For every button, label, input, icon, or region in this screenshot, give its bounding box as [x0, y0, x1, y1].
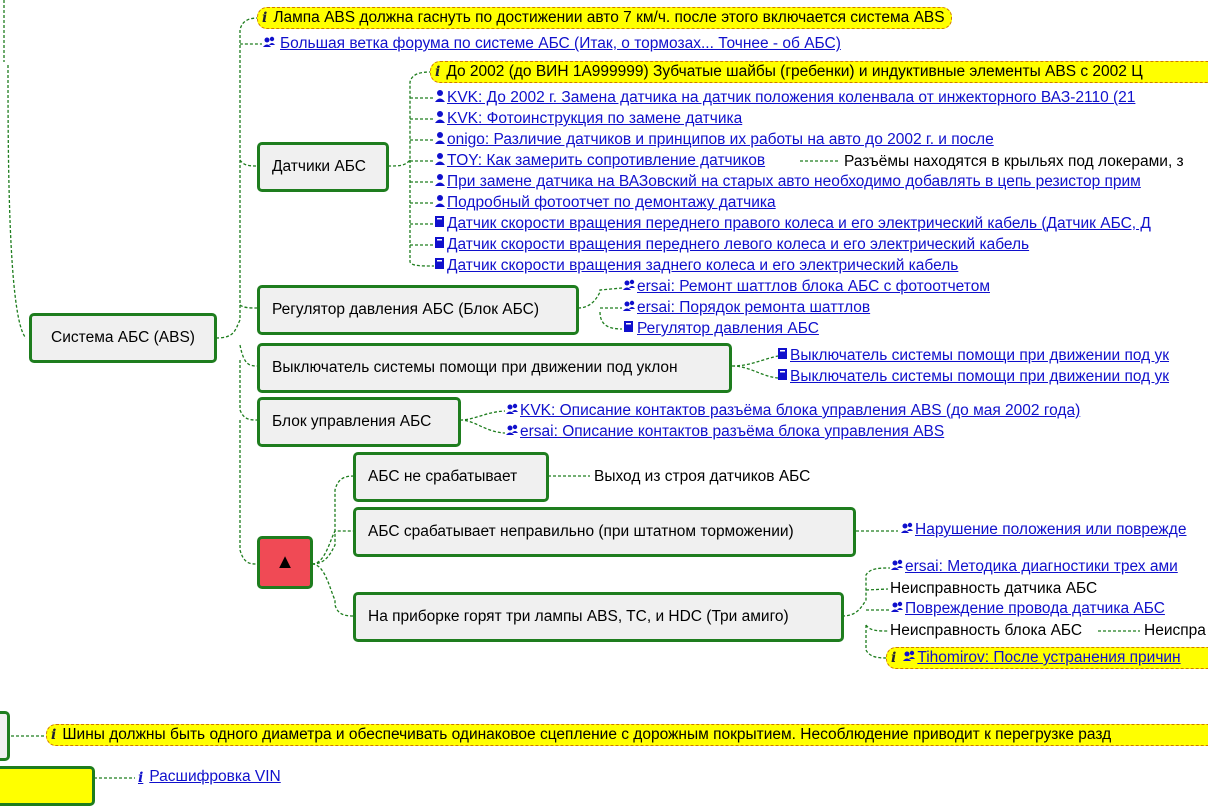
link-sensor-0-text: KVK: До 2002 г. Замена датчика на датчик положения коленвала от инжекторного ВАЗ-2110 (21: [447, 89, 1136, 106]
warning-icon: ▲: [275, 551, 295, 573]
info-icon: i: [138, 770, 144, 786]
note-tires[interactable]: [46, 724, 1208, 746]
user-icon: [434, 131, 447, 149]
book-icon: [434, 236, 447, 254]
link-wrong-text: Нарушение положения или поврежде: [915, 521, 1187, 538]
node-sensors[interactable]: [257, 142, 389, 192]
link-sensor-6-text: Датчик скорости вращения переднего правого колеса и его электрический кабель (Датчик АБС, Д: [447, 215, 1151, 232]
users-icon: [505, 423, 520, 441]
link-switch-0[interactable]: [777, 347, 1169, 365]
info-icon: i: [262, 10, 268, 26]
link-sensor-2-text: onigo: Различие датчиков и принципов их работы на авто до 2002 г. и после: [447, 131, 994, 148]
users-icon: [505, 402, 520, 420]
node-ecu-label: Блок управления АБС: [272, 413, 432, 430]
link-three-method-text: ersai: Методика диагностики трех ами: [905, 558, 1178, 575]
node-abs-system-label: Система АБС (ABS): [51, 329, 195, 346]
user-icon: [434, 194, 447, 212]
text-sensor-fault: Неисправность датчика АБС: [890, 580, 1098, 597]
users-icon: [262, 35, 276, 53]
book-icon: [434, 215, 447, 233]
link-sensor-0[interactable]: [434, 89, 1135, 107]
link-vin-text: Расшифровка VIN: [149, 768, 281, 785]
link-sensor-1[interactable]: [434, 110, 742, 128]
link-tihomirov-text: Tihomirov: После устранения причин: [917, 649, 1181, 666]
node-abs-system[interactable]: [29, 313, 217, 363]
link-regulator-2[interactable]: [622, 320, 819, 338]
link-ecu-0-text: KVK: Описание контактов разъёма блока управления ABS (до мая 2002 года): [520, 402, 1081, 419]
node-switch[interactable]: [257, 343, 732, 393]
user-icon: [434, 173, 447, 191]
link-vin[interactable]: [138, 768, 281, 786]
link-forum-text: Большая ветка форума по системе АБС (Итак, о тормозах... Точнее - об АБС): [280, 35, 841, 52]
text-ecu-fault: Неисправность блока АБС: [890, 622, 1083, 639]
node-ecu[interactable]: [257, 397, 461, 447]
note-gears[interactable]: [430, 61, 1208, 83]
link-sensor-2[interactable]: [434, 131, 994, 149]
link-sensor-5-text: Подробный фотоотчет по демонтажу датчика: [447, 194, 776, 211]
text-ecu-fault-more: Неиспра: [1144, 622, 1206, 639]
text-no-work-cause: Выход из строя датчиков АБС: [594, 468, 811, 485]
node-no-work[interactable]: [353, 452, 549, 502]
info-icon: i: [435, 64, 441, 80]
users-icon: [622, 299, 637, 317]
link-regulator-0-text: ersai: Ремонт шаттлов блока АБС с фотоотчетом: [637, 278, 990, 295]
link-ecu-1[interactable]: [505, 423, 944, 441]
link-switch-0-text: Выключатель системы помощи при движении под ук: [790, 347, 1170, 364]
node-sensors-label: Датчики АБС: [272, 158, 366, 175]
note-gears-text: До 2002 (до ВИН 1A999999) Зубчатые шайбы (гребенки) и индуктивные элементы ABS с 2002 Ц: [446, 63, 1143, 80]
link-sensor-8[interactable]: [434, 257, 958, 275]
node-switch-label: Выключатель системы помощи при движении под уклон: [272, 359, 678, 376]
link-sensor-7[interactable]: [434, 236, 1029, 254]
link-sensor-4-text: При замене датчика на ВАЗовский на старых авто необходимо добавлять в цепь резистор прим: [447, 173, 1141, 190]
users-icon: [622, 278, 637, 296]
node-wrong-work[interactable]: [353, 507, 856, 557]
user-icon: [434, 89, 447, 107]
users-icon: [900, 521, 915, 539]
node-three-lamps-label: На приборке горят три лампы ABS, TC, и HDC (Три амиго): [368, 608, 789, 625]
link-sensor-6[interactable]: [434, 215, 1151, 233]
note-tihomirov[interactable]: [886, 647, 1208, 669]
link-ecu-1-text: ersai: Описание контактов разъёма блока управления ABS: [520, 423, 945, 440]
link-regulator-0[interactable]: [622, 278, 990, 296]
link-three-wire-text: Повреждение провода датчика АБС: [905, 600, 1165, 617]
book-icon: [777, 347, 790, 365]
text-connectors: Разъёмы находятся в крыльях под локерами, з: [844, 153, 1184, 170]
node-three-lamps[interactable]: [353, 592, 844, 642]
users-icon: [890, 558, 905, 576]
link-wrong[interactable]: [900, 521, 1186, 539]
link-three-wire[interactable]: [890, 600, 1165, 618]
link-sensor-4[interactable]: [434, 173, 1141, 191]
note-abs-lamp-text: Лампа ABS должна гаснуть по достижении авто 7 км/ч. после этого включается система ABS: [273, 9, 945, 26]
link-forum[interactable]: [262, 35, 841, 53]
node-regulator-label: Регулятор давления АБС (Блок АБС): [272, 301, 539, 318]
node-no-work-label: АБС не срабатывает: [368, 468, 518, 485]
link-regulator-2-text: Регулятор давления АБС: [637, 320, 819, 337]
link-ecu-0[interactable]: [505, 402, 1080, 420]
node-regulator[interactable]: [257, 285, 579, 335]
users-icon: [890, 600, 905, 618]
user-icon: [434, 152, 447, 170]
link-sensor-5[interactable]: [434, 194, 776, 212]
link-three-method[interactable]: [890, 558, 1178, 576]
note-tires-text: Шины должны быть одного диаметра и обеспечивать одинаковое сцепление с дорожным покрытием. Несоблюдение приводит к перегрузке разд: [62, 726, 1112, 743]
user-icon: [434, 110, 447, 128]
users-icon: [902, 649, 917, 667]
link-sensor-1-text: KVK: Фотоинструкция по замене датчика: [447, 110, 743, 127]
node-warning[interactable]: [257, 536, 313, 589]
book-icon: [434, 257, 447, 275]
node-partial-left[interactable]: [0, 711, 10, 761]
link-sensor-7-text: Датчик скорости вращения переднего левого колеса и его электрический кабель: [447, 236, 1030, 253]
node-wrong-work-label: АБС срабатывает неправильно (при штатном торможении): [368, 523, 794, 540]
link-sensor-3[interactable]: [434, 152, 765, 170]
note-abs-lamp[interactable]: [257, 7, 952, 29]
book-icon: [777, 368, 790, 386]
node-partial-bottom[interactable]: [0, 766, 95, 806]
link-switch-1-text: Выключатель системы помощи при движении под ук: [790, 368, 1170, 385]
link-sensor-3-text: TOY: Как замерить сопротивление датчиков: [447, 152, 766, 169]
link-switch-1[interactable]: [777, 368, 1169, 386]
info-icon: i: [51, 727, 57, 743]
book-icon: [622, 320, 637, 338]
info-icon: i: [891, 650, 897, 666]
link-regulator-1-text: ersai: Порядок ремонта шаттлов: [637, 299, 871, 316]
link-regulator-1[interactable]: [622, 299, 870, 317]
link-sensor-8-text: Датчик скорости вращения заднего колеса и его электрический кабель: [447, 257, 959, 274]
